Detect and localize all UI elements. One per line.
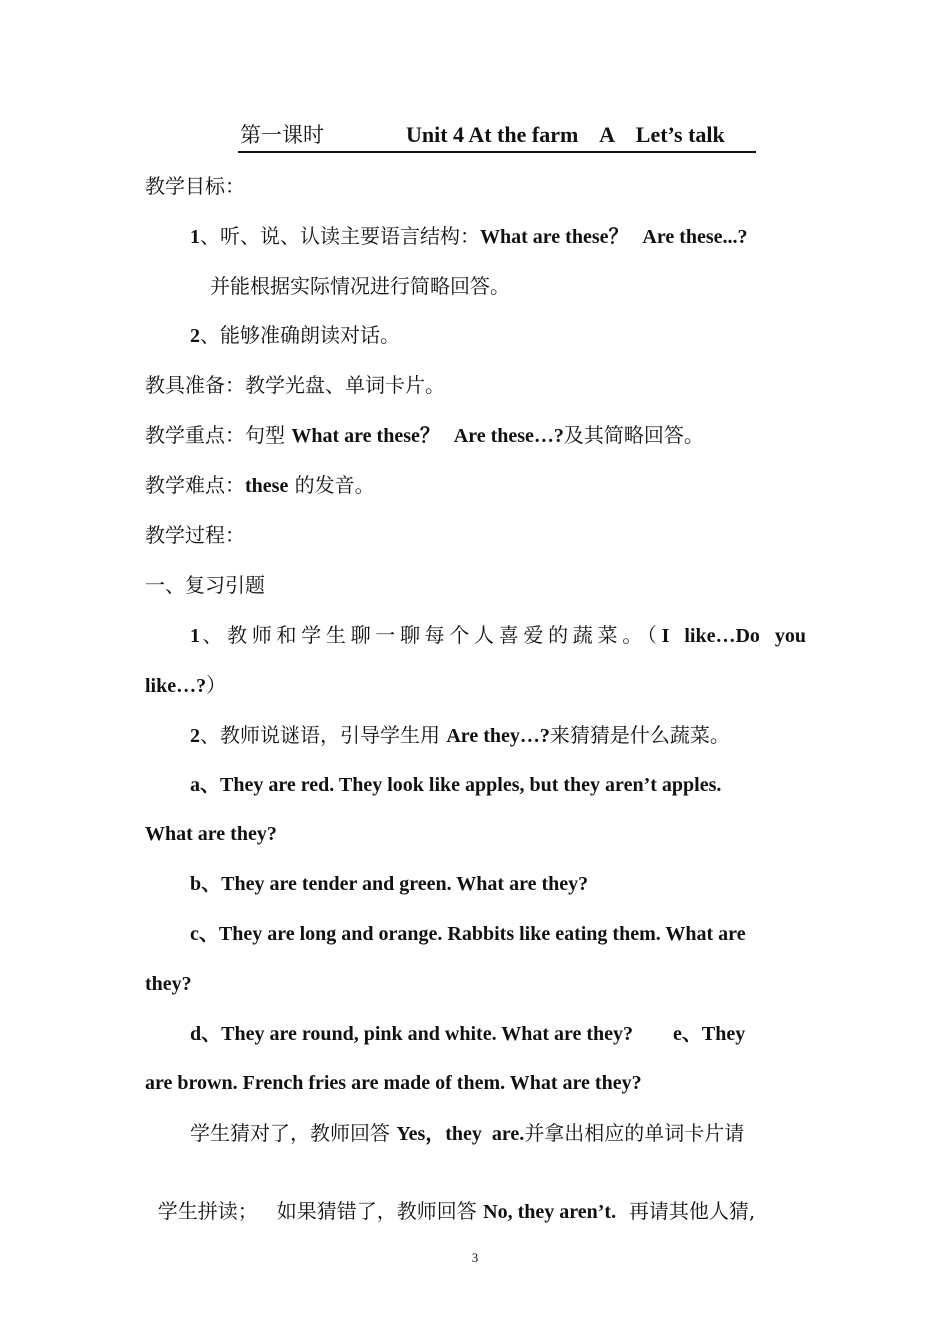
focus-tail: 及其简略回答。 bbox=[563, 423, 704, 447]
focus-label: 教学重点：句型 bbox=[145, 423, 292, 447]
response-line-1 bbox=[190, 1119, 744, 1148]
step-1-continuation-english: like…? bbox=[145, 675, 207, 697]
objective-1-number: 1 bbox=[190, 226, 200, 248]
response-line-2-english: No, they aren’t. bbox=[483, 1201, 617, 1223]
page-number: 3 bbox=[471, 1250, 479, 1265]
step-1 bbox=[190, 621, 806, 650]
difficulty-tail: 的发音。 bbox=[288, 473, 375, 497]
unit-title: Unit 4 At the farm A Let’s talk bbox=[406, 122, 725, 147]
lesson-number: 第一课时 bbox=[240, 123, 324, 147]
objective-1 bbox=[190, 222, 748, 251]
riddle-d: d、They are round, pink and white. What are they? e、They bbox=[190, 1023, 746, 1045]
riddle-c-continuation: they? bbox=[145, 973, 192, 995]
teaching-difficulty bbox=[145, 471, 375, 500]
riddle-c: c、They are long and orange. Rabbits like eating them. What are bbox=[190, 923, 746, 945]
response-line-1-english: Yes，they are. bbox=[396, 1123, 525, 1145]
step-1-continuation bbox=[145, 671, 226, 700]
section-heading: 一、复习引题 bbox=[145, 573, 265, 597]
teaching-aids: 教具准备：教学光盘、单词卡片。 bbox=[145, 373, 445, 397]
objective-2 bbox=[190, 321, 400, 350]
teaching-focus bbox=[145, 421, 704, 450]
objectives-heading: 教学目标： bbox=[145, 174, 245, 198]
riddle-a-continuation: What are they? bbox=[145, 823, 277, 845]
response-line-2 bbox=[145, 1169, 755, 1226]
difficulty-english: these bbox=[245, 475, 289, 497]
response-line-2-text: 学生拼读； 如果猜错了，教师回答 bbox=[157, 1199, 484, 1223]
step-2 bbox=[190, 721, 730, 750]
step-2-text: 、教师说谜语，引导学生用 bbox=[200, 723, 447, 747]
riddle-a: a、They are red. They look like apples, but they aren’t apples. bbox=[190, 774, 722, 796]
response-line-1-text: 学生猜对了，教师回答 bbox=[190, 1121, 397, 1145]
objective-2-number: 2 bbox=[190, 325, 200, 347]
step-2-tail: 来猜猜是什么蔬菜。 bbox=[549, 723, 730, 747]
objective-2-text: 、能够准确朗读对话。 bbox=[200, 323, 400, 347]
response-line-1-tail: 并拿出相应的单词卡片请 bbox=[524, 1121, 745, 1145]
difficulty-label: 教学难点： bbox=[145, 473, 245, 497]
riddle-d-continuation: are brown. French fries are made of them. What are they? bbox=[145, 1072, 642, 1094]
objective-1-continuation: 并能根据实际情况进行简略回答。 bbox=[210, 274, 510, 298]
lesson-title bbox=[238, 121, 756, 153]
step-1-text: 、教师和学生聊一聊每个人喜爱的蔬菜。（ bbox=[200, 623, 662, 647]
response-line-2-tail: 再请其他人猜, bbox=[616, 1199, 756, 1223]
riddle-b: b、They are tender and green. What are they? bbox=[190, 873, 589, 895]
step-1-number: 1 bbox=[190, 625, 200, 647]
step-1-continuation-bracket: ） bbox=[206, 673, 227, 697]
step-2-number: 2 bbox=[190, 725, 200, 747]
objective-1-english: What are these？ Are these...? bbox=[480, 226, 748, 248]
focus-english: What are these？ Are these…? bbox=[291, 425, 564, 447]
objective-1-text: 、听、说、认读主要语言结构： bbox=[200, 224, 480, 248]
step-2-english: Are they…? bbox=[446, 725, 550, 747]
process-heading: 教学过程： bbox=[145, 523, 245, 547]
step-1-english: I like…Do you bbox=[661, 625, 806, 647]
